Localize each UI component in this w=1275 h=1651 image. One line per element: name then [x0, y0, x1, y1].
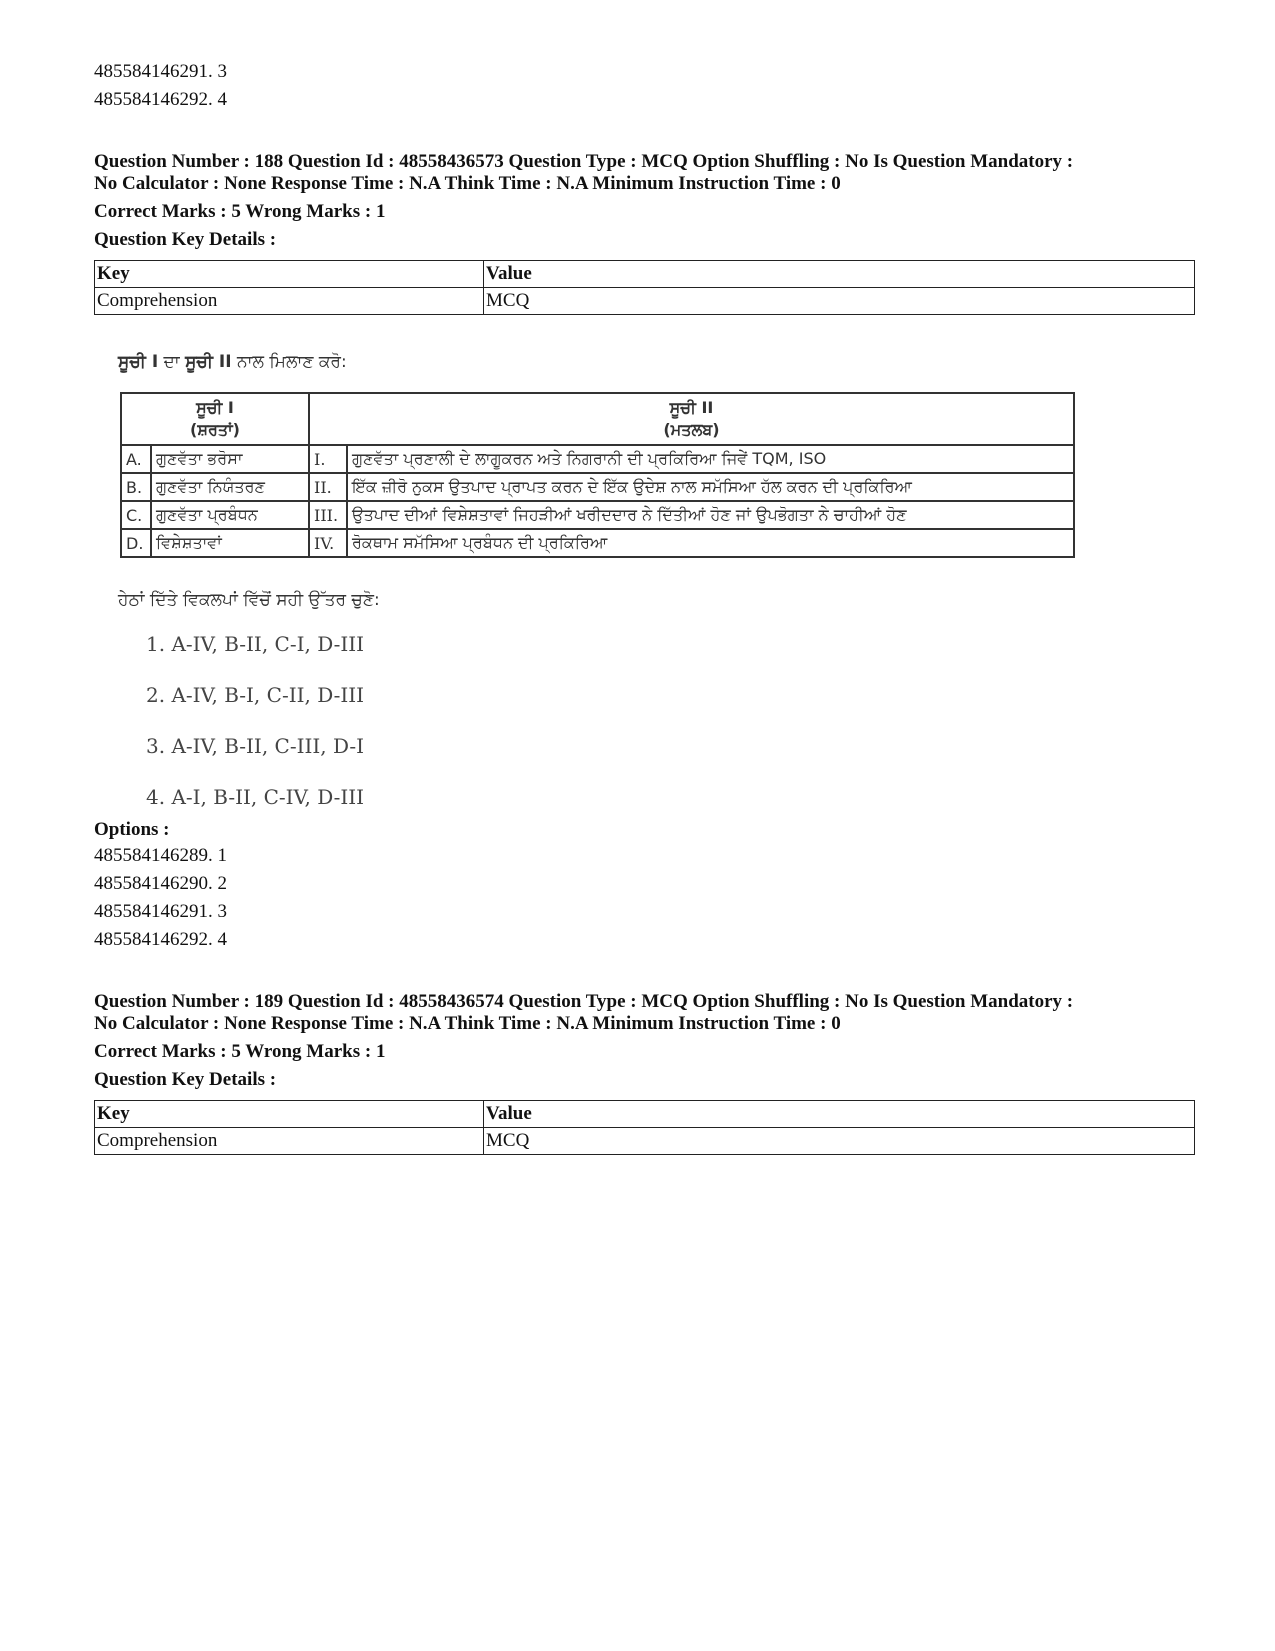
choose-instruction: ਹੇਠਾਂ ਦਿੱਤੇ ਵਿਕਲਪਾਂ ਵਿੱਚੋਂ ਸਹੀ ਉੱਤਰ ਚੁਣੋ:: [118, 590, 380, 610]
prev-option-3: 485584146291. 3: [94, 61, 227, 82]
row-roman: IV.: [309, 529, 347, 557]
question-image: [118, 352, 1078, 832]
row-letter: A.: [121, 445, 151, 473]
q188-key-table: [94, 260, 1195, 315]
choice-4: 4. A-I, B-II, C-IV, D-III: [146, 785, 365, 809]
row-roman: III.: [309, 501, 347, 529]
list2-subtitle: (ਮਤਲਬ): [663, 420, 720, 439]
key-cell: Comprehension: [95, 1128, 484, 1155]
value-cell: MCQ: [484, 1128, 1195, 1155]
key-header: Key: [95, 1101, 484, 1128]
match-row: [121, 529, 1074, 557]
list2-header: [309, 393, 1074, 445]
row-term: ਗੁਣਵੱਤਾ ਪ੍ਰਬੰਧਨ: [151, 501, 309, 529]
key-header: Key: [95, 261, 484, 288]
table-row: [95, 1128, 1195, 1155]
value-cell: MCQ: [484, 288, 1195, 315]
table-row: [95, 288, 1195, 315]
row-meaning: ਉਤਪਾਦ ਦੀਆਂ ਵਿਸ਼ੇਸ਼ਤਾਵਾਂ ਜਿਹੜੀਆਂ ਖਰੀਦਦਾਰ ਨੇ ਦਿੱਤੀਆਂ ਹੋਣ ਜਾਂ ਉਪਭੋਗਤਾ ਨੇ ਚਾਹੀਆਂ ਹੋਣ: [347, 501, 1074, 529]
match-row: [121, 473, 1074, 501]
row-term: ਗੁਣਵੱਤਾ ਭਰੋਸਾ: [151, 445, 309, 473]
row-roman: I.: [309, 445, 347, 473]
q188-marks: Correct Marks : 5 Wrong Marks : 1: [94, 201, 386, 222]
key-cell: Comprehension: [95, 288, 484, 315]
row-term: ਗੁਣਵੱਤਾ ਨਿਯੰਤਰਣ: [151, 473, 309, 501]
table-header-row: [95, 261, 1195, 288]
row-meaning: ਰੋਕਥਾਮ ਸਮੱਸਿਆ ਪ੍ਰਬੰਧਨ ਦੀ ਪ੍ਰਕਿਰਿਆ: [347, 529, 1074, 557]
q188-key-details-label: Question Key Details :: [94, 229, 277, 250]
q189-key-table: [94, 1100, 1195, 1155]
instr-end: ਨਾਲ ਮਿਲਾਣ ਕਰੋ:: [231, 352, 347, 372]
row-letter: C.: [121, 501, 151, 529]
match-row: [121, 445, 1074, 473]
row-meaning: ਇੱਕ ਜ਼ੀਰੋ ਨੁਕਸ ਉਤਪਾਦ ਪ੍ਰਾਪਤ ਕਰਨ ਦੇ ਇੱਕ ਉਦੇਸ਼ ਨਾਲ ਸਮੱਸਿਆ ਹੱਲ ਕਰਨ ਦੀ ਪ੍ਰਕਿਰਿਆ: [347, 473, 1074, 501]
list1-subtitle: (ਸ਼ਰਤਾਂ): [190, 420, 240, 439]
choice-2: 2. A-IV, B-I, C-II, D-III: [146, 683, 365, 707]
instr-list2: ਸੂਚੀ II: [185, 352, 232, 372]
q188-meta-line1: Question Number : 188 Question Id : 48558436573 Question Type : MCQ Option Shuffling : No Is Question Mandatory :: [94, 151, 1074, 172]
q188-option-4: 485584146292. 4: [94, 929, 227, 950]
table-header-row: [95, 1101, 1195, 1128]
instr-mid: ਦਾ: [158, 352, 186, 372]
prev-option-4: 485584146292. 4: [94, 89, 227, 110]
match-header-row: [121, 393, 1074, 445]
match-table: [120, 392, 1075, 558]
q188-option-2: 485584146290. 2: [94, 873, 227, 894]
row-letter: B.: [121, 473, 151, 501]
q188-options-label: Options :: [94, 819, 170, 840]
q188-option-1: 485584146289. 1: [94, 845, 227, 866]
q189-marks: Correct Marks : 5 Wrong Marks : 1: [94, 1041, 386, 1062]
q188-meta-line2: No Calculator : None Response Time : N.A Think Time : N.A Minimum Instruction Time : 0: [94, 173, 841, 194]
match-row: [121, 501, 1074, 529]
q189-meta-line2: No Calculator : None Response Time : N.A Think Time : N.A Minimum Instruction Time : 0: [94, 1013, 841, 1034]
value-header: Value: [484, 1101, 1195, 1128]
list1-header: [121, 393, 309, 445]
choice-3: 3. A-IV, B-II, C-III, D-I: [146, 734, 365, 758]
q189-meta-line1: Question Number : 189 Question Id : 48558436574 Question Type : MCQ Option Shuffling : No Is Question Mandatory :: [94, 991, 1074, 1012]
list1-title: ਸੂਚੀ I: [196, 398, 234, 417]
row-letter: D.: [121, 529, 151, 557]
row-roman: II.: [309, 473, 347, 501]
list2-title: ਸੂਚੀ II: [669, 398, 714, 417]
row-meaning: ਗੁਣਵੱਤਾ ਪ੍ਰਣਾਲੀ ਦੇ ਲਾਗੂਕਰਨ ਅਤੇ ਨਿਗਰਾਨੀ ਦੀ ਪ੍ਰਕਿਰਿਆ ਜਿਵੇਂ TQM, ISO: [347, 445, 1074, 473]
q189-key-details-label: Question Key Details :: [94, 1069, 277, 1090]
row-term: ਵਿਸ਼ੇਸ਼ਤਾਵਾਂ: [151, 529, 309, 557]
q188-option-3: 485584146291. 3: [94, 901, 227, 922]
instr-list1: ਸੂਚੀ I: [118, 352, 159, 372]
match-instruction: [118, 352, 347, 372]
value-header: Value: [484, 261, 1195, 288]
choice-1: 1. A-IV, B-II, C-I, D-III: [146, 632, 365, 656]
